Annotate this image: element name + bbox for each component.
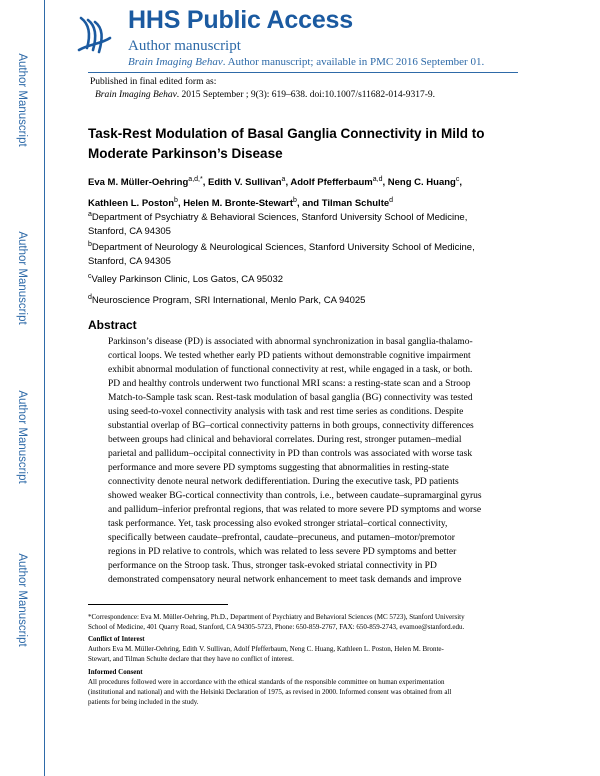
author-affiliation-marker: a,d [372, 176, 383, 183]
citation-details: . 2015 September ; 9(3): 619–638. doi:10.1007/s11682-014-9317-9. [176, 90, 436, 100]
author-name: Helen M. Bronte-Stewart [183, 198, 294, 210]
abstract-heading: Abstract [88, 318, 137, 332]
affiliation-text-2: Stanford, CA 94305 [88, 256, 171, 268]
affiliation-text: Department of Psychiatry & Behavioral Sciences, Stanford University School of Medicine, [91, 212, 468, 224]
abstract-line: performance on the Stroop task. Thus, stronger task-evoked striatal connectivity in PD [108, 561, 437, 571]
author-name: Tilman Schulte [321, 198, 390, 210]
author-manuscript-subtitle: Author manuscript [128, 38, 241, 54]
hhs-logo-icon [75, 14, 113, 58]
article-title-line-2: Moderate Parkinson’s Disease [88, 146, 283, 161]
affiliation-c [88, 270, 518, 287]
affiliation-marker: b [88, 241, 92, 248]
author-name: Kathleen L. Poston [88, 198, 175, 210]
abstract-line: demonstrated compensatory neural network enhancement to meet task demands and improve [108, 575, 462, 585]
abstract-line: showed weaker BG-cortical connectivity than controls, i.e., between caudate–supramarginal gyrus [108, 491, 482, 501]
citation-line [95, 90, 435, 100]
author-affiliation-marker: d [389, 197, 394, 205]
abstract-line: performance and more severe PD symptoms suggesting that abnormalities in resting-state [108, 463, 449, 473]
affiliation-text: Department of Neurology & Neurological Sciences, Stanford University School of Medicine, [91, 242, 475, 254]
affiliation-text: Neuroscience Program, SRI International, Menlo Park, CA 94025 [91, 295, 366, 307]
abstract-line: regions in PD relative to controls, which was related to less severe PD symptoms and better [108, 547, 457, 557]
abstract-line: and pallidum–inferior prefrontal regions, that was related to more severe PD symptoms and worse [108, 505, 482, 515]
affiliation-marker: a [88, 211, 92, 218]
informed-consent-line-2: (institutional and national) and with the Helsinki Declaration of 1975, as revised in 2000. Informed consent was obtained from all [88, 688, 452, 696]
affiliation-d [88, 291, 518, 308]
correspondence-line-1: *Correspondence: Eva M. Müller-Oehring, Ph.D., Department of Psychiatry and Behavioral Sciences (MC 5723), Stanford University [88, 613, 465, 621]
abstract-line: Parkinson’s disease (PD) is associated with abnormal synchronization in basal ganglia-thalamo- [108, 337, 473, 347]
abstract-line: Match-to-Sample task scan. Rest-task modulation of basal ganglia (BG) connectivity was tested [108, 393, 473, 403]
availability-text: . Author manuscript; available in PMC 2016 September 01. [222, 56, 485, 68]
article-title [88, 124, 518, 164]
author-name: Neng C. Huang [387, 177, 456, 189]
header-divider [88, 72, 518, 73]
affiliation-a [88, 208, 518, 239]
author-manuscript-sidebar [0, 0, 45, 776]
author-affiliation-marker: a [281, 176, 286, 183]
article-title-line-1: Task-Rest Modulation of Basal Ganglia Connectivity in Mild to [88, 126, 485, 141]
footnote-divider [88, 604, 228, 605]
hhs-public-access-title: HHS Public Access [128, 6, 353, 34]
affiliation-marker: c [88, 273, 92, 280]
author-affiliation-marker: b [174, 197, 178, 205]
sidebar-label-3: Author Manuscript [16, 390, 28, 484]
conflict-of-interest-line-2: Stewart, and Tilman Schulte declare that they have no conflict of interest. [88, 655, 294, 663]
informed-consent-heading: Informed Consent [88, 668, 143, 676]
published-in-label: Published in final edited form as: [90, 77, 217, 87]
author-name: Eva M. Müller-Oehring [88, 177, 189, 189]
affiliation-text: Valley Parkinson Clinic, Los Gatos, CA 95032 [91, 274, 284, 286]
sidebar-label-2: Author Manuscript [16, 231, 28, 325]
affiliation-text-2: Stanford, CA 94305 [88, 226, 171, 238]
abstract-line: connectivity denote neural network dedifferentiation. During the executive task, PD patients [108, 477, 459, 487]
abstract-line: specifically between caudate–prefrontal, caudate–precuneus, and putamen–motor/premotor [108, 533, 455, 543]
abstract-line: parietal and pallidum–occipital connectivity in PD than controls was associated with worse task [108, 449, 473, 459]
sidebar-label-1: Author Manuscript [16, 53, 28, 147]
sidebar-label-4: Author Manuscript [16, 553, 28, 647]
journal-name: Brain Imaging Behav [128, 56, 223, 68]
author-list: Eva M. Müller-Oehring$^{a,d,*}$, Edith V. Sullivan$^a$, Adolf Pfefferbaum$^{a,d}$, Neng C. Huang$^c$, Kathleen L. Poston$^b$, Helen M. Bronte-Stewart$^b$, and Tilman Schulte$^d$ [88, 176, 462, 210]
affiliation-b [88, 238, 518, 269]
abstract-line: PD and healthy controls underwent two functional MRI scans: a resting-state scan and a Stroop [108, 379, 471, 389]
abstract-line: cortical loops. We tested whether early PD patients without demonstrable cognitive impairment [108, 351, 471, 361]
conflict-of-interest-heading: Conflict of Interest [88, 635, 145, 643]
citation-journal: Brain Imaging Behav [95, 90, 177, 100]
affiliation-marker: d [88, 294, 92, 301]
abstract-line: substantial overlap of BG–cortical connectivity patterns in both groups, connectivity differences [108, 421, 474, 431]
informed-consent-line-3: patients for being included in the study. [88, 698, 199, 706]
abstract-line: using seed-to-voxel connectivity analysis with task and rest time series as conditions. Despite [108, 407, 464, 417]
author-name: Adolf Pfefferbaum [290, 177, 373, 189]
abstract-line: task performance. Yet, task processing also evoked stronger striatal–cortical connectivity, [108, 519, 448, 529]
author-affiliation-marker: b [293, 197, 297, 205]
author-affiliation-marker: c [455, 176, 460, 183]
author-affiliation-marker: a,d,* [188, 176, 203, 183]
conflict-of-interest-line-1: Authors Eva M. Müller-Oehring, Edith V. Sullivan, Adolf Pfefferbaum, Neng C. Huang, Kathleen L. Poston, Helen M. Bronte- [88, 645, 444, 653]
abstract-line: between groups had clinical and behavioral correlates. During rest, stronger putamen–medial [108, 435, 462, 445]
abstract-line: exhibit abnormal modulation of functional connectivity at rest, while engaged in a task, or both. [108, 365, 473, 375]
journal-availability-line [128, 56, 484, 68]
informed-consent-line-1: All procedures followed were in accordance with the ethical standards of the responsible committee on human experimentation [88, 678, 445, 686]
correspondence-line-2: School of Medicine, 401 Quarry Road, Stanford, CA 94305-5723, Phone: 650-859-2767, FAX: 650-859-2743, evamoe@stanford.edu. [88, 623, 465, 631]
author-name: Edith V. Sullivan [207, 177, 282, 189]
